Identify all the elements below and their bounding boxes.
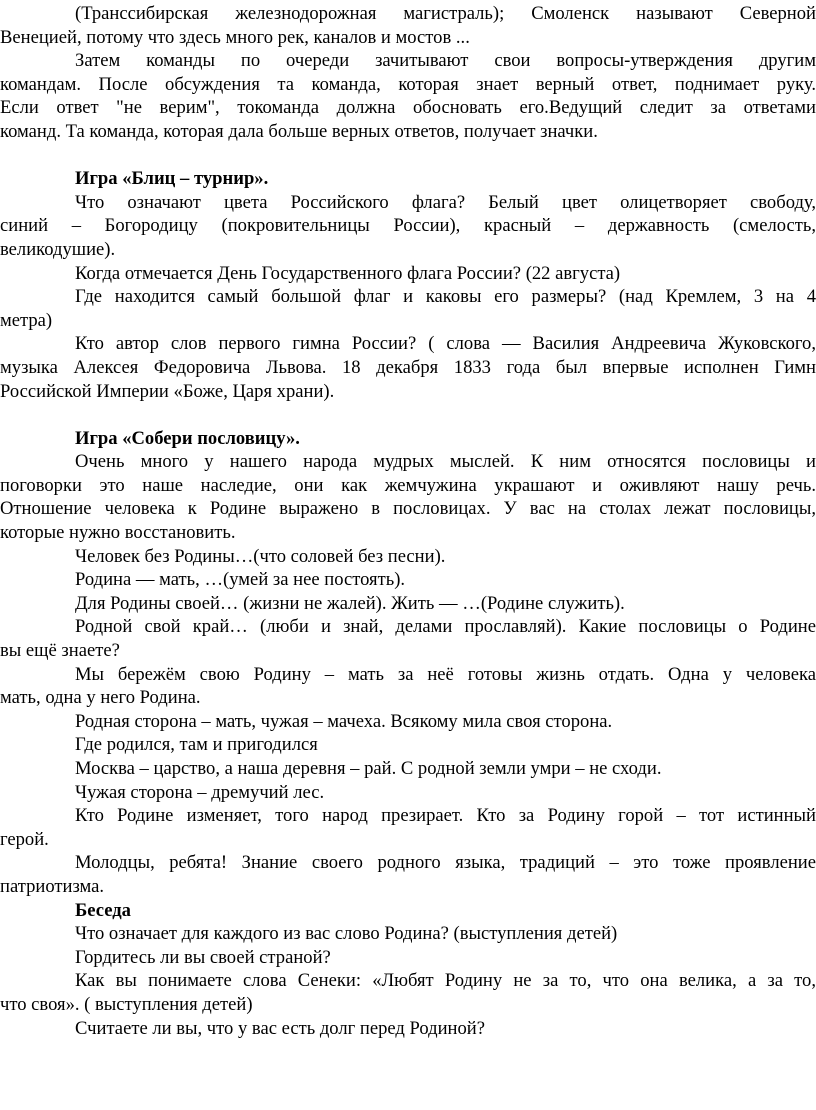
proverbs-line-5: Человек без Родины…(что соловей без песни). <box>75 545 446 567</box>
proverbs-line-6: Родина — мать, …(умей за нее постоять). <box>75 569 406 591</box>
proverbs-line-17: герой. <box>0 828 49 850</box>
proverbs-line-18: Молодцы, ребята! Знание своего родного языка, традиций – это тоже проявление <box>75 852 816 874</box>
proverbs-line-8: Родной свой край… (люби и знай, делами прославляй). Какие пословицы о Родине <box>75 616 816 638</box>
intro-line-1: (Транссибирская железнодорожная магистраль); Смоленск называют Северной <box>75 3 816 24</box>
proverbs-line-19: патриотизма. <box>0 875 105 897</box>
blitz-heading: Игра «Блиц – турнир». <box>75 168 269 190</box>
proverbs-line-15: Чужая сторона – дремучий лес. <box>75 781 325 803</box>
intro-line-4: командам. После обсуждения та команда, которая знает верный ответ, поднимает руку. <box>0 73 816 95</box>
spacer <box>0 403 816 427</box>
blitz-line-6: метра) <box>0 309 53 331</box>
proverbs-heading: Игра «Собери пословицу». <box>75 427 300 449</box>
blitz-line-8: музыка Алексея Федоровича Львова. 18 декабря 1833 года был впервые исполнен Гимн <box>0 356 816 378</box>
intro-line-6: команд. Та команда, которая дала больше верных ответов, получает значки. <box>0 120 598 142</box>
blitz-line-2: синий – Богородицу (покровительницы России), красный – державность (смелость, <box>0 215 816 237</box>
proverbs-line-12: Родная сторона – мать, чужая – мачеха. Всякому мила своя сторона. <box>75 710 613 732</box>
proverbs-line-10: Мы бережём свою Родину – мать за неё готовы жизнь отдать. Одна у человека <box>75 663 816 685</box>
talk-heading: Беседа <box>75 899 131 921</box>
proverbs-line-9: вы ещё знаете? <box>0 640 120 662</box>
blitz-line-4: Когда отмечается День Государственного флага России? (22 августа) <box>75 262 621 284</box>
blitz-line-7: Кто автор слов первого гимна России? ( слова — Василия Андреевича Жуковского, <box>75 333 816 355</box>
proverbs-line-16: Кто Родине изменяет, того народ презирает. Кто за Родину горой – тот истинный <box>75 805 816 827</box>
proverbs-line-4: которые нужно восстановить. <box>0 522 236 544</box>
talk-line-3: Как вы понимаете слова Сенеки: «Любят Родину не за то, что она велика, а за то, <box>75 970 816 992</box>
talk-line-4: что своя». ( выступления детей) <box>0 993 253 1015</box>
blitz-line-3: великодушие). <box>0 238 116 260</box>
intro-line-2: Венецией, потому что здесь много рек, каналов и мостов ... <box>0 26 470 48</box>
talk-line-5: Считаете ли вы, что у вас есть долг перед Родиной? <box>75 1017 486 1039</box>
spacer <box>0 144 816 168</box>
intro-line-3: Затем команды по очереди зачитывают свои вопросы-утверждения другим <box>75 50 816 72</box>
proverbs-line-2: поговорки это наше наследие, они как жемчужина украшают и оживляют нашу речь. <box>0 474 816 496</box>
proverbs-line-1: Очень много у нашего народа мудрых мыслей. К ним относятся пословицы и <box>75 451 816 473</box>
proverbs-line-3: Отношение человека к Родине выражено в пословицах. У вас на столах лежат пословицы, <box>0 498 816 520</box>
blitz-line-5: Где находится самый большой флаг и каковы его размеры? (над Кремлем, 3 на 4 <box>75 286 816 308</box>
proverbs-line-13: Где родился, там и пригодился <box>75 734 318 756</box>
proverbs-line-7: Для Родины своей… (жизни не жалей). Жить — …(Родине служить). <box>75 592 625 614</box>
talk-line-2: Гордитесь ли вы своей страной? <box>75 946 331 968</box>
proverbs-line-14: Москва – царство, а наша деревня – рай. С родной земли умри – не сходи. <box>75 758 662 779</box>
proverbs-line-11: мать, одна у него Родина. <box>0 687 201 709</box>
intro-line-5: Если ответ "не верим", токоманда должна обосновать его.Ведущий следит за ответами <box>0 97 816 119</box>
blitz-line-9: Российской Империи «Боже, Царя храни). <box>0 380 335 402</box>
blitz-line-1: Что означают цвета Российского флага? Белый цвет олицетворяет свободу, <box>75 191 816 213</box>
talk-line-1: Что означает для каждого из вас слово Родина? (выступления детей) <box>75 923 618 945</box>
